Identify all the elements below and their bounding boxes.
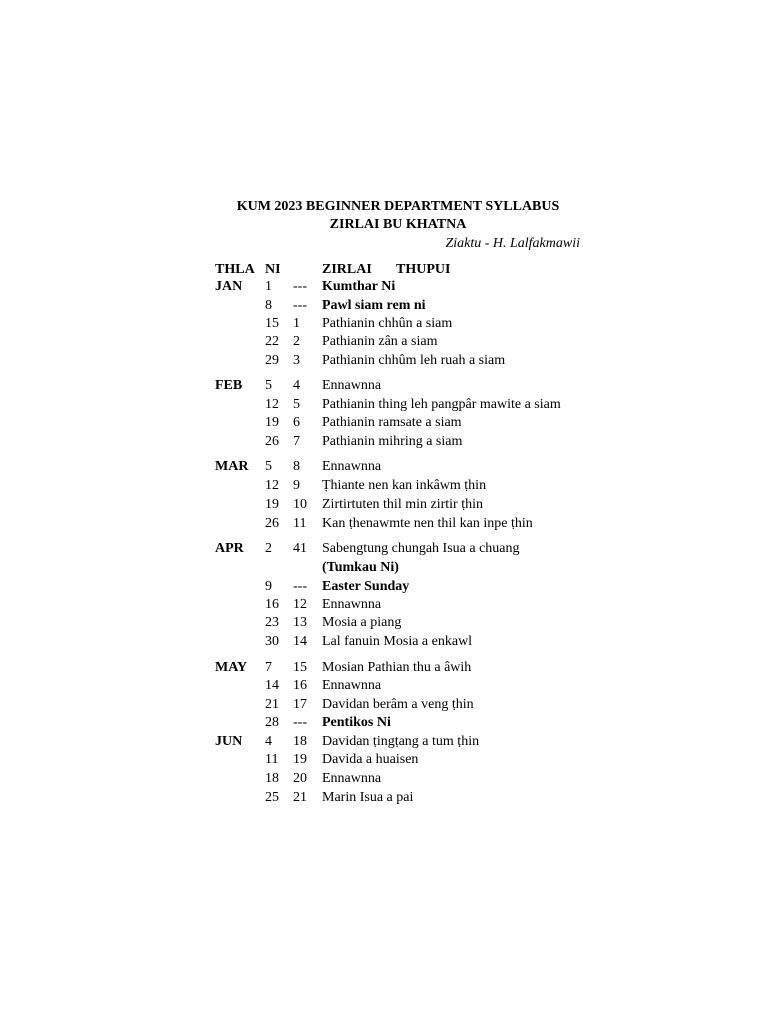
schedule-row xyxy=(0,414,768,433)
topic-cell: Pathianin mihring a siam xyxy=(322,434,463,449)
schedule-row xyxy=(0,515,768,534)
date-cell: 2 xyxy=(265,541,272,556)
lesson-number-cell: 9 xyxy=(293,478,300,493)
lesson-number-cell: 6 xyxy=(293,415,300,430)
schedule-row xyxy=(0,596,768,615)
date-cell: 12 xyxy=(265,478,279,493)
schedule-row xyxy=(0,677,768,696)
topic-cell: Marin Isua a pai xyxy=(322,790,414,805)
date-cell: 26 xyxy=(265,434,279,449)
lesson-number-cell: 1 xyxy=(293,315,300,331)
schedule-row xyxy=(0,352,768,371)
month-cell: MAR xyxy=(215,459,249,474)
topic-cell: (Tumkau Ni) xyxy=(322,560,399,575)
date-cell: 1 xyxy=(265,279,272,294)
lesson-number-cell: 8 xyxy=(293,459,300,474)
schedule-row xyxy=(0,633,768,652)
schedule-row xyxy=(0,396,768,415)
date-cell: 16 xyxy=(265,597,279,612)
month-cell: FEB xyxy=(215,378,243,393)
lesson-number-cell: 7 xyxy=(293,434,300,449)
schedule-row xyxy=(0,733,768,752)
schedule-row xyxy=(0,540,768,559)
date-cell: 12 xyxy=(265,397,279,412)
topic-cell: Davida a huaisen xyxy=(322,752,419,767)
lesson-number-cell: --- xyxy=(293,579,307,594)
date-cell: 22 xyxy=(265,333,279,349)
lesson-number-cell: 21 xyxy=(293,790,307,805)
date-cell: 19 xyxy=(265,497,279,512)
lesson-number-cell: 14 xyxy=(293,634,307,649)
column-header-date: NI xyxy=(265,262,281,277)
date-cell: 9 xyxy=(265,579,272,594)
lesson-number-cell: --- xyxy=(293,279,307,294)
lesson-number-cell: --- xyxy=(293,715,307,730)
lesson-number-cell: 15 xyxy=(293,660,307,675)
lesson-number-cell: 12 xyxy=(293,597,307,612)
lesson-number-cell: 19 xyxy=(293,752,307,767)
lesson-number-cell: 10 xyxy=(293,497,307,512)
topic-cell: Kan ṭhenawmte nen thil kan inpe ṭhin xyxy=(322,515,533,531)
schedule-row xyxy=(0,789,768,808)
lesson-number-cell: --- xyxy=(293,297,307,313)
topic-cell: Davidan ṭingṭang a tum ṭhin xyxy=(322,734,480,749)
topic-cell: Davidan berâm a veng ṭhin xyxy=(322,697,474,712)
date-cell: 18 xyxy=(265,771,279,786)
topic-cell: Ennawnna xyxy=(322,378,382,393)
topic-cell: Ennawnna xyxy=(322,771,382,786)
lesson-number-cell: 4 xyxy=(293,378,300,393)
topic-cell: Pathianin chhûm leh ruah a siam xyxy=(322,352,506,368)
schedule-row xyxy=(0,659,768,678)
topic-cell: Ennawnna xyxy=(322,597,382,612)
schedule-row xyxy=(0,578,768,597)
topic-cell: Pathianin zân a siam xyxy=(322,333,438,349)
date-cell: 4 xyxy=(265,734,272,749)
schedule-row xyxy=(0,278,768,297)
lesson-number-cell: 16 xyxy=(293,678,307,693)
topic-cell: Pathianin thing leh pangpâr mawite a siam xyxy=(322,397,561,412)
schedule-row xyxy=(0,770,768,789)
topic-cell: Sabengtung chungah Isua a chuang xyxy=(322,541,520,556)
lesson-number-cell: 11 xyxy=(293,515,307,531)
date-cell: 28 xyxy=(265,715,279,730)
schedule-row xyxy=(0,297,768,316)
topic-cell: Pentikos Ni xyxy=(322,715,391,730)
date-cell: 5 xyxy=(265,459,272,474)
document-title: KUM 2023 BEGINNER DEPARTMENT SYLLABUS xyxy=(236,199,560,214)
topic-cell: Ennawnna xyxy=(322,459,382,474)
schedule-row xyxy=(0,614,768,633)
date-cell: 21 xyxy=(265,697,279,712)
topic-cell: Zirtirtuten thil min zirtir ṭhin xyxy=(322,497,483,512)
topic-cell: Easter Sunday xyxy=(322,579,410,594)
month-cell: MAY xyxy=(215,660,248,675)
date-cell: 30 xyxy=(265,634,279,649)
topic-cell: Mosia a piang xyxy=(322,615,402,630)
month-cell: JAN xyxy=(215,279,243,294)
date-cell: 25 xyxy=(265,790,279,805)
date-cell: 19 xyxy=(265,415,279,430)
schedule-row xyxy=(0,315,768,334)
author-credit: Ziaktu - H. Lalfakmawii xyxy=(445,236,580,251)
topic-cell: Pathianin chhûn a siam xyxy=(322,315,453,331)
date-cell: 5 xyxy=(265,378,272,393)
schedule-row xyxy=(0,458,768,477)
lesson-number-cell: 5 xyxy=(293,397,300,412)
column-header-lesson: ZIRLAI xyxy=(322,262,372,277)
lesson-number-cell: 13 xyxy=(293,615,307,630)
lesson-number-cell: 41 xyxy=(293,541,307,556)
schedule-row xyxy=(0,751,768,770)
topic-cell: Ṭhiante nen kan inkâwm ṭhin xyxy=(322,478,487,493)
lesson-number-cell: 2 xyxy=(293,333,300,349)
date-cell: 29 xyxy=(265,352,279,368)
schedule-row xyxy=(0,559,768,578)
schedule-row xyxy=(0,477,768,496)
schedule-row xyxy=(0,377,768,396)
topic-cell: Pawl siam rem ni xyxy=(322,297,426,313)
topic-cell: Ennawnna xyxy=(322,678,382,693)
schedule-row xyxy=(0,696,768,715)
date-cell: 15 xyxy=(265,315,279,331)
topic-cell: Pathianin ramsate a siam xyxy=(322,415,462,430)
month-cell: JUN xyxy=(215,734,243,749)
lesson-number-cell: 17 xyxy=(293,697,307,712)
topic-cell: Lal fanuin Mosia a enkawl xyxy=(322,634,473,649)
schedule-row xyxy=(0,496,768,515)
date-cell: 8 xyxy=(265,297,272,313)
date-cell: 23 xyxy=(265,615,279,630)
column-header-month: THLA xyxy=(215,262,255,277)
date-cell: 7 xyxy=(265,660,272,675)
lesson-number-cell: 20 xyxy=(293,771,307,786)
schedule-row xyxy=(0,433,768,452)
topic-cell: Mosian Pathian thu a âwih xyxy=(322,660,472,675)
date-cell: 26 xyxy=(265,515,279,531)
schedule-row xyxy=(0,333,768,352)
month-cell: APR xyxy=(215,541,244,556)
date-cell: 11 xyxy=(265,752,279,767)
topic-cell: Kumthar Ni xyxy=(322,279,396,294)
date-cell: 14 xyxy=(265,678,279,693)
document-subtitle: ZIRLAI BU KHATNA xyxy=(329,217,467,232)
schedule-row xyxy=(0,714,768,733)
lesson-number-cell: 3 xyxy=(293,352,300,368)
column-header-topic: THUPUI xyxy=(396,262,451,277)
lesson-number-cell: 18 xyxy=(293,734,307,749)
